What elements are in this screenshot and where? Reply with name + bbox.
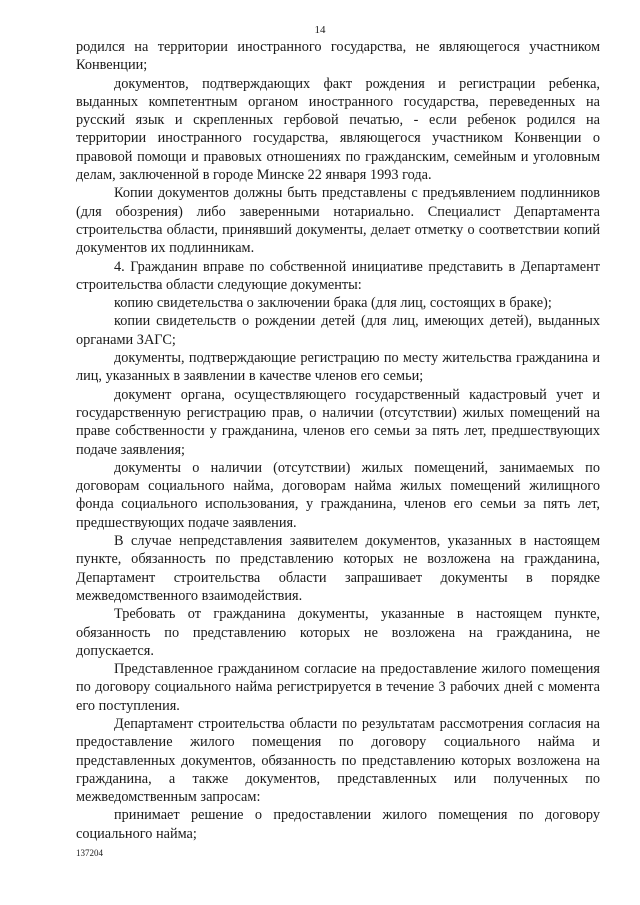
- page-number: 14: [314, 24, 326, 36]
- document-body: [76, 38, 600, 843]
- paragraph: Копии документов должны быть представлены с предъявлением подлинников (для обозрения) либо заверенными нотариально. Специалист Департамента строительства области, принявший документы, делает отметку о соответствии копий документов их подлинникам.: [76, 185, 600, 257]
- paragraph: документов, подтверждающих факт рождения и регистрации ребенка, выданных компетентным органом иностранного государства, переведенных на русский язык и скрепленных гербовой печатью, - если ребенок родился на территории иностранного государства, являющегося участником Конвенции о правовой помощи и правовых отношениях по гражданским, семейным и уголовным делам, заключенной в городе Минске 22 января 1993 года.: [76, 75, 600, 184]
- paragraph-clause-4: 4. Гражданин вправе по собственной инициативе представить в Департамент строительства области следующие документы:: [76, 258, 600, 293]
- list-item: документы о наличии (отсутствии) жилых помещений, занимаемых по договорам социального найма, договорам найма жилых помещений жилищного фонда социального использования, у гражданина, членов его семьи за пять лет, предшествующих подаче заявления.: [76, 459, 600, 531]
- list-item: копию свидетельства о заключении брака (для лиц, состоящих в браке);: [114, 295, 552, 312]
- document-code: 137204: [76, 848, 103, 858]
- paragraph: Представленное гражданином согласие на предоставление жилого помещения по договору социального найма регистрируется в течение 3 рабочих дней с момента его поступления.: [76, 661, 600, 714]
- list-item: копии свидетельств о рождении детей (для лиц, имеющих детей), выданных органами ЗАГС;: [76, 313, 600, 348]
- paragraph-continuation: родился на территории иностранного государства, не являющегося участником Конвенции;: [76, 39, 600, 74]
- paragraph: В случае непредставления заявителем документов, указанных в настоящем пункте, обязанность по представлению которых не возложена на гражданина, Департамент строительства области запрашивает документы в порядке межведомственного взаимодействия.: [76, 533, 600, 604]
- paragraph: Требовать от гражданина документы, указанные в настоящем пункте, обязанность по представлению которых не возложена на гражданина, не допускается.: [76, 606, 600, 659]
- list-item: документ органа, осуществляющего государственный кадастровый учет и государственную регистрацию прав, о наличии (отсутствии) жилых помещений на праве собственности у гражданина, членов его семьи за пять лет, предшествующих подаче заявления;: [76, 386, 600, 458]
- paragraph: Департамент строительства области по результатам рассмотрения согласия на предоставление жилого помещения по договору социального найма и представленных документов, обязанность по представлению которых возложена на гражданина, а также документов, представленных или полученных по межведомственным запросам:: [76, 715, 600, 806]
- list-item: принимает решение о предоставлении жилого помещения по договору социального найма;: [76, 807, 600, 842]
- list-item: документы, подтверждающие регистрацию по месту жительства гражданина и лиц, указанных в заявлении в качестве членов его семьи;: [76, 350, 600, 385]
